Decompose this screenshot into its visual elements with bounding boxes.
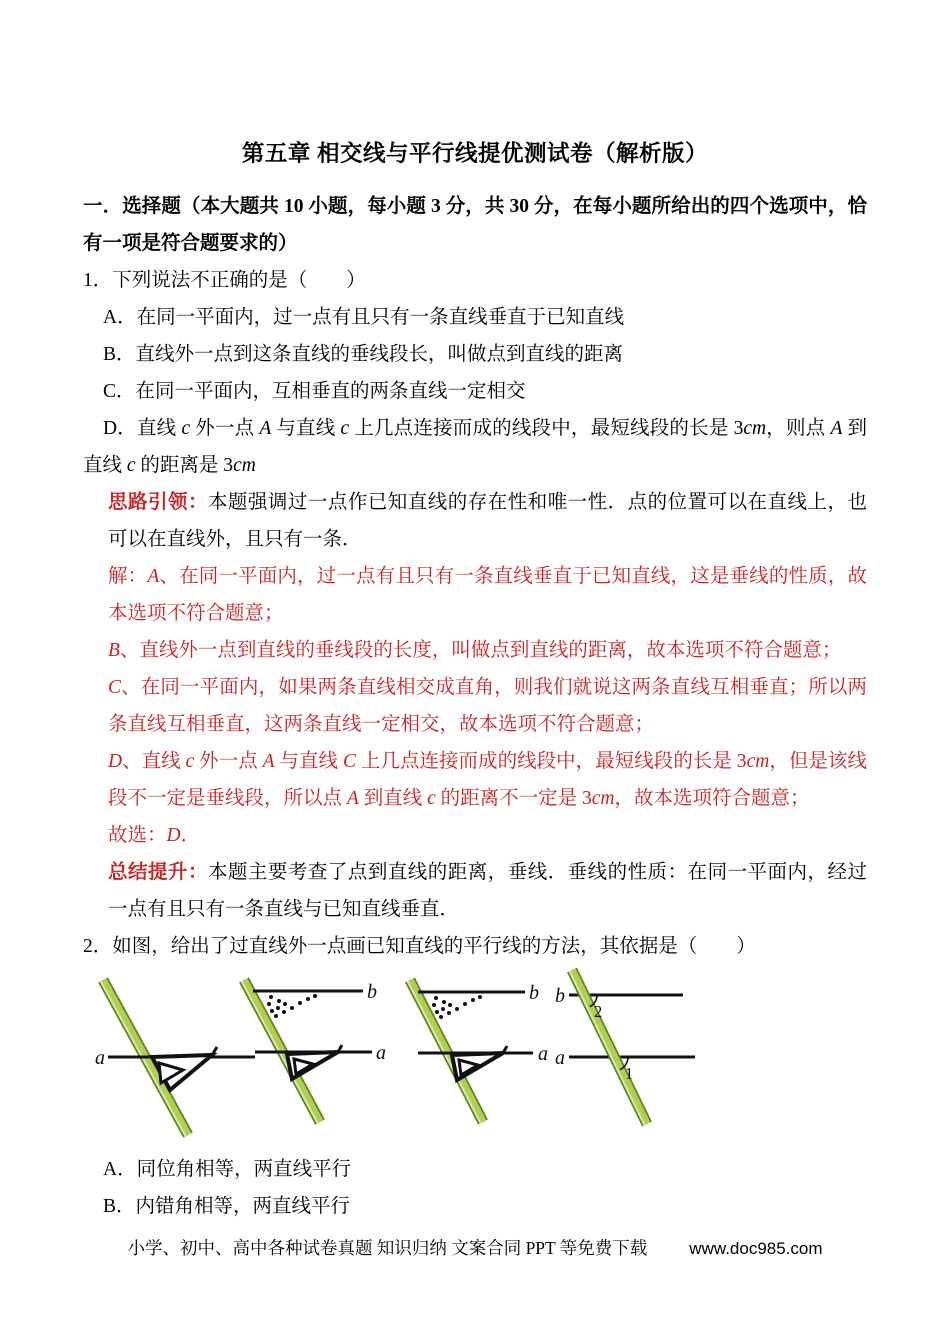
- text-segment: 思路引领：: [108, 492, 208, 513]
- set-square-icon: [152, 1047, 217, 1090]
- q2-figure: [95, 967, 867, 1151]
- q1-summary: [108, 854, 867, 928]
- text-segment: ．: [180, 825, 201, 846]
- text-segment: D: [166, 825, 181, 846]
- text-segment: 解：: [108, 566, 148, 587]
- text-segment: A: [346, 788, 359, 809]
- text-segment: c: [427, 788, 436, 809]
- text-segment: 的距离是 3: [135, 455, 234, 476]
- line-b-label: b: [555, 985, 565, 1007]
- text-segment: D: [108, 751, 123, 772]
- text-segment: A: [147, 566, 160, 587]
- q1-solution-d: [108, 743, 867, 817]
- text-segment: A: [262, 751, 275, 772]
- text-segment: A: [830, 418, 843, 439]
- line-a-label: a: [555, 1047, 565, 1069]
- text-segment: ，故本选项符合题意；: [614, 788, 810, 809]
- angle-2-label: 2: [594, 1002, 603, 1021]
- figure-step-4: [555, 970, 695, 1125]
- figure-step-1: [95, 980, 255, 1136]
- q2-figure-svg: [95, 967, 710, 1151]
- line-b-label: b: [367, 981, 377, 1003]
- footer-url: www.doc985.com: [689, 1239, 823, 1258]
- q1-option-b: [83, 336, 867, 373]
- text-segment: 1．下列说法不正确的是（ ）: [83, 270, 366, 291]
- line-a-label: a: [376, 1042, 386, 1064]
- text-segment: B: [108, 640, 120, 661]
- q1-option-a: [83, 299, 867, 336]
- section-1-heading: [83, 188, 867, 262]
- q1-solution-c: [108, 669, 867, 743]
- q2-option-a: [83, 1151, 867, 1188]
- q2-stem: [83, 928, 867, 965]
- text-segment: c: [181, 418, 191, 439]
- document-content: [83, 133, 867, 1225]
- text-segment: 到直线: [83, 418, 867, 476]
- q1-solution-b: [108, 632, 867, 669]
- line-b-label: b: [529, 982, 539, 1004]
- text-segment: 2．如图，给出了过直线外一点画已知直线的平行线的方法，其依据是（ ）: [83, 936, 756, 957]
- text-segment: c: [340, 418, 350, 439]
- q1-option-c: [83, 373, 867, 410]
- line-a-label: a: [95, 1047, 105, 1069]
- text-segment: C: [108, 677, 122, 698]
- page-footer: [0, 1233, 950, 1264]
- text-segment: cm: [743, 418, 767, 439]
- text-segment: A．在同一平面内，过一点有且只有一条直线垂直于已知直线: [103, 307, 625, 328]
- text-segment: 本题主要考查了点到直线的距离，垂线．垂线的性质：在同一平面内，经过一点有且只有一条直线与已知直线垂直．: [108, 862, 867, 920]
- text-segment: 上几点连接而成的线段中，最短线段的长是 3: [355, 751, 747, 772]
- set-square-icon: [452, 1046, 507, 1080]
- text-segment: 上几点连接而成的线段中，最短线段的长是 3: [349, 418, 744, 439]
- text-segment: cm: [591, 788, 615, 809]
- document-body-top: [83, 133, 867, 965]
- text-segment: 、在同一平面内，如果两条直线相交成直角，则我们就说这两条直线互相垂直；所以两条直线互相垂直，这两条直线一定相交，故本选项不符合题意；: [108, 677, 867, 735]
- text-segment: 第五章 相交线与平行线提优测试卷（解析版）: [241, 141, 709, 166]
- text-segment: B．直线外一点到这条直线的垂线段长，叫做点到直线的距离: [103, 344, 624, 365]
- q1-option-d: [83, 410, 867, 484]
- q1-solution-a: [108, 558, 867, 632]
- text-segment: 外一点: [190, 418, 260, 439]
- text-segment: 外一点: [194, 751, 263, 772]
- doc-title: [83, 133, 867, 175]
- text-segment: A: [259, 418, 272, 439]
- text-segment: ，则点: [766, 418, 831, 439]
- text-segment: cm: [233, 455, 256, 476]
- text-segment: ，但是该线段不一定是垂线段，所以点: [108, 751, 867, 809]
- text-segment: 故选：: [108, 825, 167, 846]
- text-segment: A．同位角相等，两直线平行: [103, 1159, 352, 1180]
- text-segment: c: [126, 455, 136, 476]
- figure-step-3: [408, 980, 549, 1123]
- text-segment: 、直线外一点到直线的垂线段的长度，叫做点到直线的距离，故本选项不符合题意；: [119, 640, 842, 661]
- line-a-label: a: [538, 1043, 548, 1065]
- footer-text: 小学、初中、高中各种试卷真题 知识归纳 文案合同 PPT 等免费下载: [127, 1238, 648, 1258]
- angle-1-label: 1: [625, 1064, 634, 1083]
- text-segment: 到直线: [358, 788, 428, 809]
- set-square-icon: [287, 1045, 342, 1079]
- text-segment: C: [342, 751, 356, 772]
- q1-answer: [108, 817, 867, 854]
- text-segment: 一．选择题（本大题共 10 小题，每小题 3 分，共 30 分，在每小题所给出的四个选项中，恰有一项是符合题要求的）: [83, 196, 867, 254]
- document-body-bottom: [83, 1151, 867, 1225]
- dotted-set-square-icon: [432, 995, 482, 1019]
- q1-analysis: [108, 484, 867, 558]
- text-segment: 的距离不一定是 3: [435, 788, 592, 809]
- figure-step-2: [242, 980, 387, 1123]
- text-segment: 总结提升：: [108, 862, 208, 883]
- text-segment: B．内错角相等，两直线平行: [103, 1196, 351, 1217]
- dotted-set-square-icon: [267, 994, 317, 1018]
- text-segment: C．在同一平面内，互相垂直的两条直线一定相交: [103, 381, 526, 402]
- text-segment: 与直线: [274, 751, 343, 772]
- triangle-ruler-icon: [570, 970, 648, 1125]
- text-segment: 、在同一平面内，过一点有且只有一条直线垂直于已知直线，这是垂线的性质，故本选项不符合题意；: [108, 566, 867, 624]
- text-segment: c: [185, 751, 195, 772]
- q2-option-b: [83, 1188, 867, 1225]
- text-segment: 、直线: [122, 751, 186, 772]
- q1-stem: [83, 262, 867, 299]
- text-segment: cm: [746, 751, 770, 772]
- text-segment: 本题强调过一点作已知直线的存在性和唯一性．点的位置可以在直线上，也可以在直线外，且只有一条．: [108, 492, 867, 550]
- text-segment: 与直线: [271, 418, 341, 439]
- text-segment: D．直线: [103, 418, 182, 439]
